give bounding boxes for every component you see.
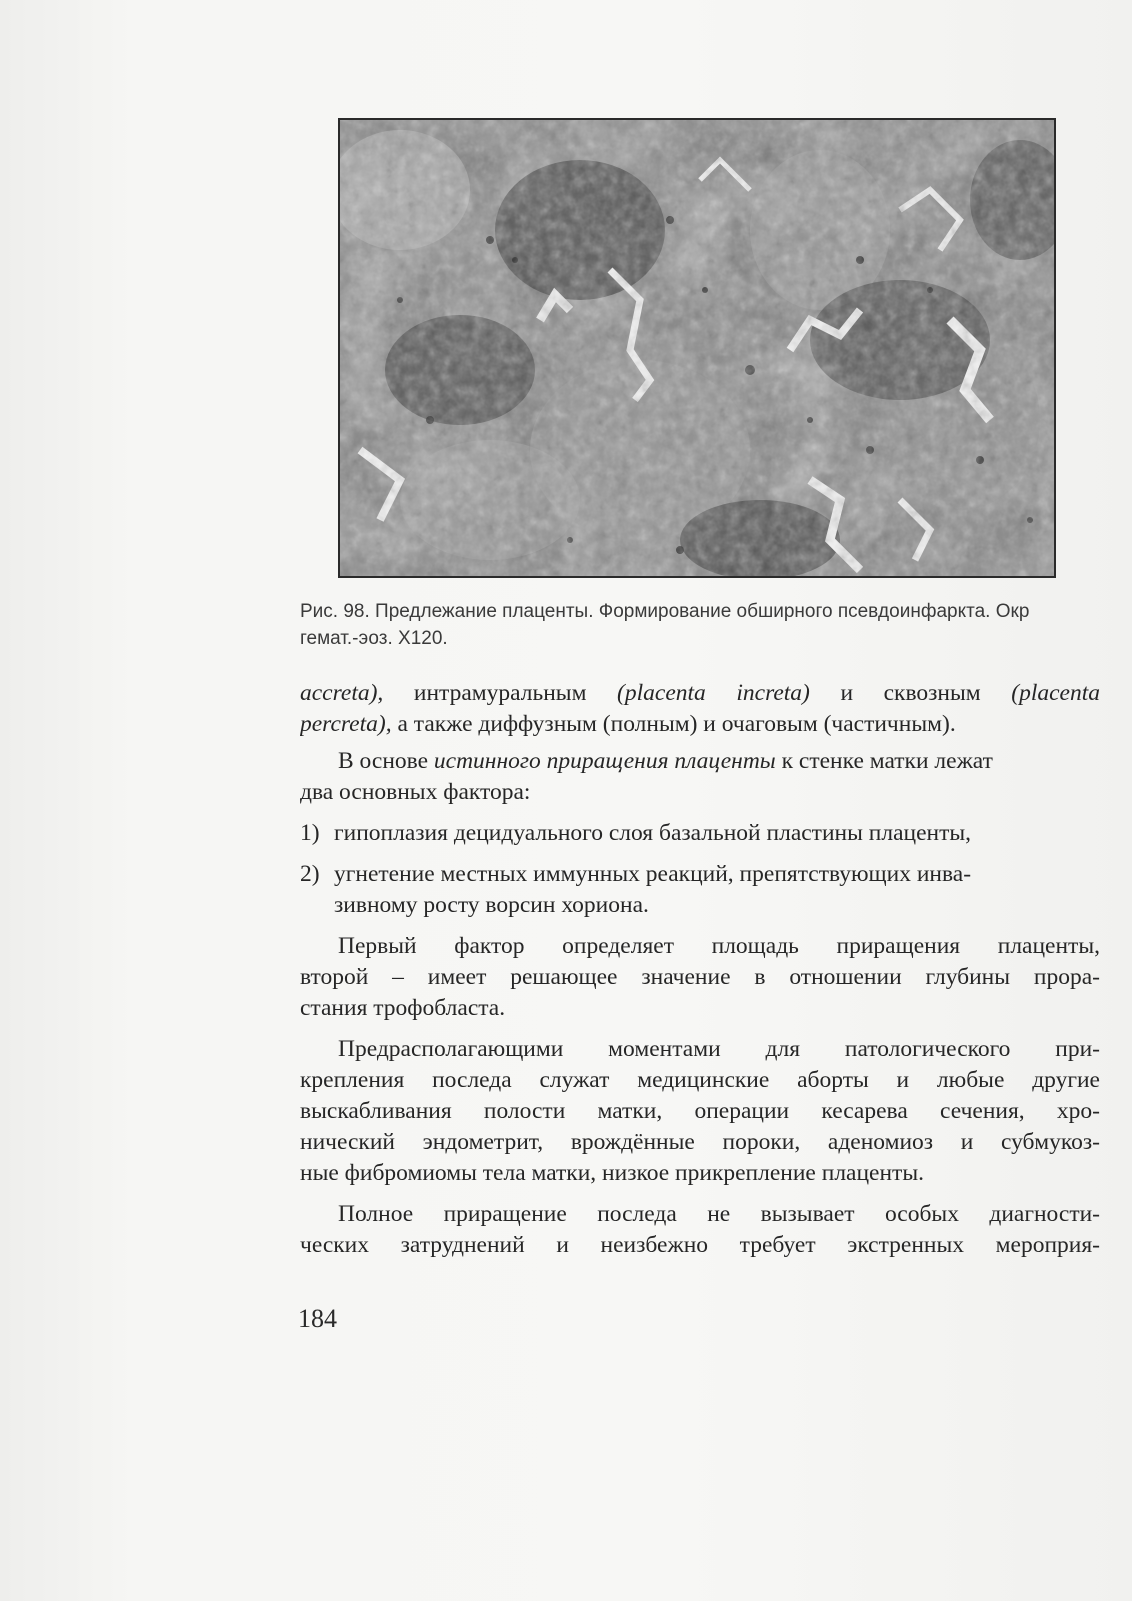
list-item — [300, 859, 1100, 890]
paragraph-line: два основных фактора: — [300, 779, 531, 805]
figure-caption — [300, 598, 1100, 652]
paragraph-line: крепления последа служат медицинские аборты и любые другие — [300, 1067, 1100, 1093]
list-item — [300, 818, 1100, 849]
micrograph-figure — [338, 118, 1056, 578]
paragraph-line — [300, 746, 1100, 777]
text-span: В основе — [338, 748, 434, 774]
text-span: к стенке матки лежат — [775, 748, 993, 774]
paragraph-line: нический эндометрит, врождённые пороки, аденомиоз и субмукоз- — [300, 1129, 1100, 1155]
list-text: гипоплазия децидуального слоя базальной пластины плаценты, — [334, 820, 972, 846]
paragraph-line: стания трофобласта. — [300, 995, 506, 1021]
list-text: угнетение местных иммунных реакций, препятствующих инва- — [334, 861, 972, 887]
emphasis-term: истинного приращения плаценты — [433, 748, 776, 774]
micrograph-image — [340, 120, 1054, 576]
paragraph-line: Полное приращение последа не вызывает особых диагности- — [338, 1201, 1100, 1227]
latin-term: (placenta increta) — [617, 680, 810, 706]
paragraph-line: ные фибромиомы тела матки, низкое прикрепление плаценты. — [300, 1160, 924, 1186]
paragraph-line: Предрасполагающими моментами для патологического при- — [338, 1036, 1100, 1062]
latin-term: accreta), — [300, 680, 384, 706]
paragraph-line: ческих затруднений и неизбежно требует экстренных мероприя- — [300, 1232, 1100, 1258]
text-span: интрамуральным — [383, 680, 618, 706]
caption-line: Рис. 98. Предлежание плаценты. Формирование обширного псевдоинфаркта. Окр — [300, 601, 1030, 622]
paragraph-line: второй – имеет решающее значение в отношении глубины прора- — [300, 964, 1100, 990]
list-number: 2) — [300, 861, 320, 887]
paragraph-line — [300, 678, 1100, 709]
body-text — [300, 678, 1100, 1261]
latin-term: (placenta — [1011, 680, 1100, 706]
paragraph-line — [300, 709, 1100, 740]
list-number: 1) — [300, 820, 320, 846]
caption-line: гемат.-эоз. X120. — [300, 628, 448, 649]
list-item-continuation: зивному росту ворсин хориона. — [334, 892, 649, 918]
text-span: а также диффузным (полным) и очаговым (частичным). — [391, 711, 956, 737]
latin-term: percreta), — [300, 711, 392, 737]
page-number: 184 — [298, 1304, 337, 1333]
paragraph-line: выскабливания полости матки, операции кесарева сечения, хро- — [300, 1098, 1100, 1124]
paragraph-line: Первый фактор определяет площадь приращения плаценты, — [338, 933, 1100, 959]
text-span: и сквозным — [809, 680, 1012, 706]
